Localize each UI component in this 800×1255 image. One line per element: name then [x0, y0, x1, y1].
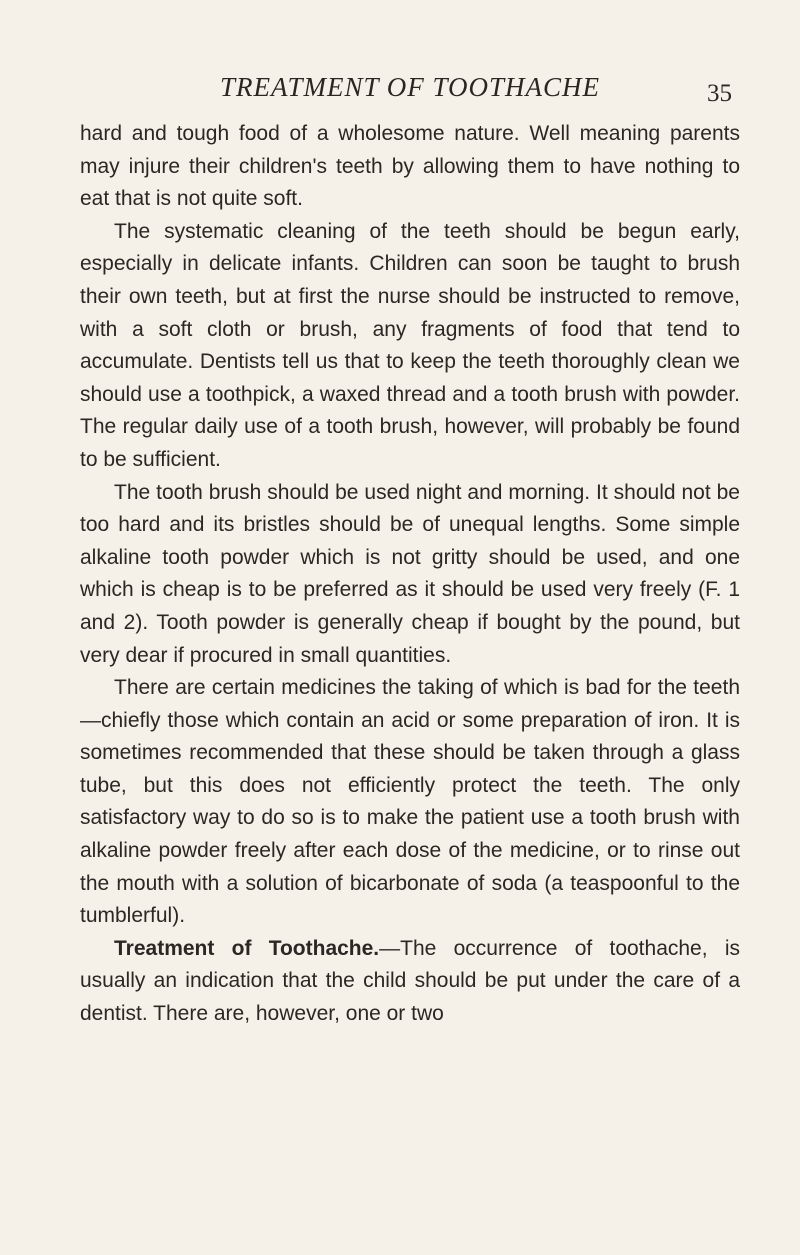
book-page: [80, 72, 740, 1031]
section-text: —The occurrence of toothache, is usually an indication that the child should be put under the care of a dentist. There are, however, one or two: [80, 936, 740, 1026]
body-text: [80, 118, 740, 1031]
paragraph-cleaning: The systematic cleaning of the teeth should be begun early, especially in delicate infants. Children can soon be taught to brush their own teeth, but at first the nurse should be instructed to remove, with a soft cloth or brush, any fragments of food that tend to accumulate. Dentists tell us that to keep the teeth thoroughly clean we should use a toothpick, a waxed thread and a tooth brush with powder. The regular daily use of a tooth brush, however, will probably be found to be sufficient.: [80, 219, 740, 471]
paragraph-continuation: hard and tough food of a wholesome nature. Well meaning parents may injure their children's teeth by allowing them to have nothing to eat that is not quite soft.: [80, 122, 740, 211]
paragraph-medicines: There are certain medicines the taking of which is bad for the teeth—chiefly those which contain an acid or some preparation of iron. It is sometimes recommended that these should be taken through a glass tube, but this does not efficiently protect the teeth. The only satisfactory way to do so is to make the patient use a tooth brush with alkaline powder freely after each dose of the medicine, or to rinse out the mouth with a solution of bicarbonate of soda (a teaspoonful to the tumblerful).: [80, 676, 740, 928]
running-title: TREATMENT OF TOOTHACHE: [219, 72, 601, 102]
paragraph-tooth-brush: The tooth brush should be used night and morning. It should not be too hard and its bristles should be of unequal lengths. Some simple alkaline tooth powder which is not gritty should be used, and one which is cheap is to be preferred as it should be used very freely (F. 1 and 2). Tooth powder is generally cheap if bought by the pound, but very dear if procured in small quantities.: [80, 480, 740, 667]
page-number: 35: [707, 80, 732, 107]
running-head: [80, 72, 740, 112]
section-heading: Treatment of Toothache.: [114, 936, 380, 960]
paragraph-treatment: [80, 933, 740, 1031]
